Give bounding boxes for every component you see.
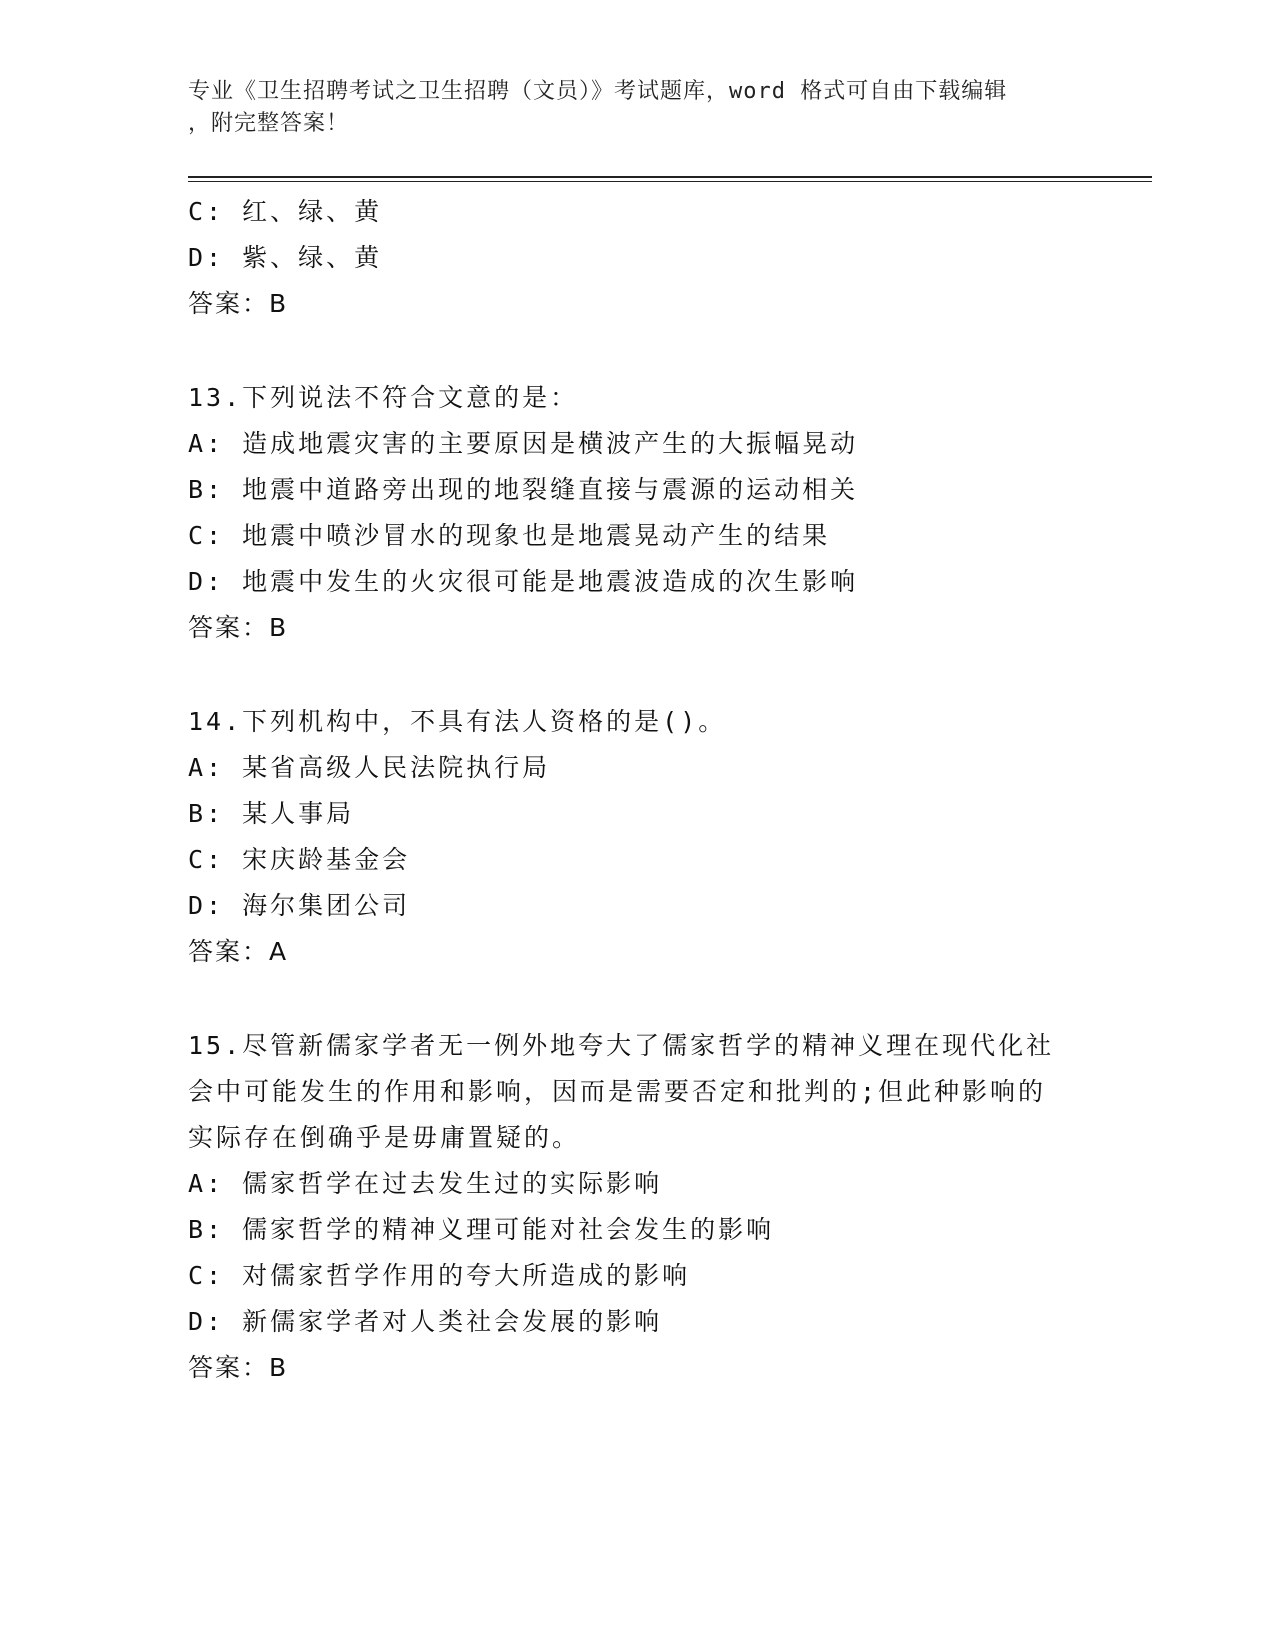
option-a: A: 儒家哲学在过去发生过的实际影响 bbox=[188, 1169, 663, 1198]
answer-line: 答案：B bbox=[188, 613, 289, 642]
spacer bbox=[188, 651, 1088, 699]
option-d: D: 紫、绿、黄 bbox=[188, 243, 383, 272]
option-c: C: 地震中喷沙冒水的现象也是地震晃动产生的结果 bbox=[188, 521, 831, 550]
option-d: D: 海尔集团公司 bbox=[188, 891, 411, 920]
option-a: A: 某省高级人民法院执行局 bbox=[188, 753, 551, 782]
answer-line: 答案：A bbox=[188, 937, 289, 966]
option-d: D: 地震中发生的火灾很可能是地震波造成的次生影响 bbox=[188, 567, 859, 596]
question-partial bbox=[188, 189, 1088, 327]
answer-line: 答案：B bbox=[188, 1353, 289, 1382]
question-list bbox=[188, 189, 1088, 1391]
question-stem-line-2: 会中可能发生的作用和影响，因而是需要否定和批判的;但此种影响的 bbox=[188, 1077, 1047, 1106]
question-stem-line-3: 实际存在倒确乎是毋庸置疑的。 bbox=[188, 1123, 581, 1152]
option-c: C: 宋庆龄基金会 bbox=[188, 845, 411, 874]
question-stem-line-1: 15.尽管新儒家学者无一例外地夸大了儒家哲学的精神义理在现代化社 bbox=[188, 1031, 1055, 1060]
spacer bbox=[188, 327, 1088, 375]
option-b: B: 某人事局 bbox=[188, 799, 355, 828]
option-b: B: 地震中道路旁出现的地裂缝直接与震源的运动相关 bbox=[188, 475, 859, 504]
document-header bbox=[188, 76, 1068, 140]
option-c: C: 对儒家哲学作用的夸大所造成的影响 bbox=[188, 1261, 691, 1290]
header-divider-thin bbox=[188, 181, 1152, 182]
question-stem: 14.下列机构中，不具有法人资格的是()。 bbox=[188, 707, 727, 736]
question-13 bbox=[188, 375, 1088, 651]
header-line-2: ，附完整答案！ bbox=[188, 111, 350, 136]
option-c: C: 红、绿、黄 bbox=[188, 197, 383, 226]
header-divider-thick bbox=[188, 176, 1152, 178]
question-15 bbox=[188, 1023, 1088, 1391]
option-b: B: 儒家哲学的精神义理可能对社会发生的影响 bbox=[188, 1215, 775, 1244]
option-d: D: 新儒家学者对人类社会发展的影响 bbox=[188, 1307, 663, 1336]
spacer bbox=[188, 975, 1088, 1023]
answer-line: 答案：B bbox=[188, 289, 289, 318]
question-stem: 13.下列说法不符合文意的是： bbox=[188, 383, 579, 412]
header-line-1: 专业《卫生招聘考试之卫生招聘（文员）》考试题库，word 格式可自由下载编辑 bbox=[188, 79, 1008, 104]
question-14 bbox=[188, 699, 1088, 975]
option-a: A: 造成地震灾害的主要原因是横波产生的大振幅晃动 bbox=[188, 429, 859, 458]
